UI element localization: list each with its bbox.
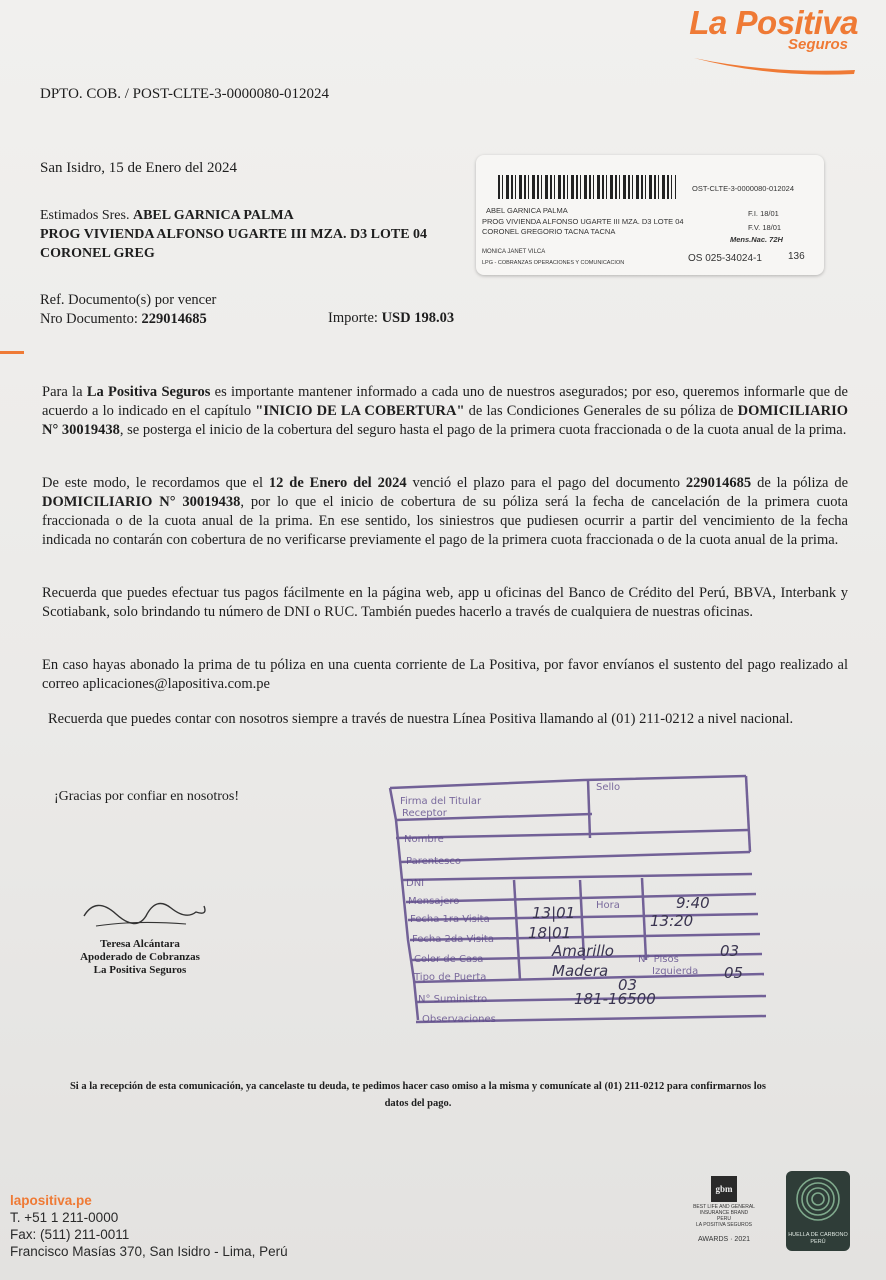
stamp-parentesco: Parentesco — [406, 856, 461, 867]
p2-text-g: , por lo que el inicio de cobertura de su póliza será la fecha de cancelación de la primera cuota fraccionada o de la cuota anual de la prima. En ese sentido, los siniestros que pudiesen ocurrir a partir del vencimiento de la fecha indicada no contarán con cobertura de no verificarse previamente el pago de la primera cuota fraccionada o de la cuota anual de la prima. — [42, 494, 848, 548]
carbon-tag: PERÚ — [810, 1239, 826, 1245]
label-name: ABEL GARNICA PALMA — [486, 206, 568, 215]
award-badge — [672, 1176, 776, 1260]
stamp-firma: Firma del Titular — [400, 796, 482, 807]
label-address1: PROG VIVIENDA ALFONSO UGARTE III MZA. D3 LOTE 04 — [482, 217, 684, 226]
paragraph-4: En caso hayas abonado la prima de tu póliza en una cuenta corriente de La Positiva, por favor envíanos el sustento del pago realizado al correo aplicaciones@lapositiva.com.pe — [42, 657, 848, 692]
footer — [10, 1192, 288, 1260]
thanks-text: ¡Gracias por confiar en nosotros! — [54, 789, 240, 804]
award-line1: BEST LIFE AND GENERAL — [693, 1204, 755, 1210]
carbon-label: HUELLA DE CARBONO — [788, 1232, 848, 1238]
stamp-izquierda: Izquierda — [652, 966, 699, 977]
recipient-name: ABEL GARNICA PALMA — [132, 208, 294, 223]
stamp-sello: Sello — [596, 782, 621, 793]
footer-address: Francisco Masías 370, San Isidro - Lima, Perú — [10, 1244, 288, 1259]
footer-website[interactable]: lapositiva.pe — [10, 1193, 92, 1208]
award-year: AWARDS · 2021 — [698, 1236, 750, 1243]
p2-text-a: De este modo, le recordamos que el — [42, 475, 269, 491]
stamp-puerta: Tipo de Puerta — [414, 972, 487, 983]
p1-text-g: , se posterga el inicio de la cobertura del seguro hasta el pago de la primera cuota fraccionada o de la cuota anual de la prima. — [119, 422, 847, 438]
stamp-observaciones: Observaciones — [422, 1014, 496, 1025]
signature-icon — [76, 886, 216, 942]
brand-logo: La Positiva — [689, 4, 858, 41]
brand-logo-sub: Seguros — [787, 36, 848, 53]
paragraph-2 — [42, 474, 848, 550]
stamp-dni: DNI — [406, 878, 425, 889]
logo-swoosh-icon — [690, 52, 860, 76]
p1-text-a: Para la — [42, 384, 87, 400]
stamp-receptor: Receptor — [402, 808, 447, 819]
importe-value: USD 198.03 — [381, 310, 455, 326]
hw-izq: 05 — [724, 964, 744, 982]
fold-mark — [0, 351, 24, 354]
reception-stamp — [384, 770, 774, 1060]
paragraph-5: Recuerda que puedes contar con nosotros siempre a través de nuestra Línea Positiva llamando al (01) 211-0212 a nivel nacional. — [48, 711, 794, 727]
hw-visita1: 13|01 — [532, 904, 576, 922]
stamp-visita2: Fecha 2da Visita — [412, 934, 494, 945]
fingerprint-icon — [786, 1171, 850, 1227]
signer-name: Teresa Alcántara — [100, 938, 180, 950]
gbm-logo-icon: gbm — [711, 1176, 737, 1202]
stamp-visita1: Fecha 1ra Visita — [410, 914, 490, 925]
signer-role: Apoderado de Cobranzas — [80, 951, 200, 963]
letter-date: San Isidro, 15 de Enero del 2024 — [40, 160, 238, 176]
label-mens: Mens.Nac. 72H — [730, 235, 783, 244]
label-num: 136 — [788, 251, 805, 262]
importe-label: Importe: — [328, 310, 378, 326]
hw-suministro: 181-16500 — [574, 990, 656, 1008]
ref-label: Ref. Documento(s) por vencer — [40, 292, 217, 308]
carbon-footprint-badge — [786, 1171, 850, 1251]
paragraph-3: Recuerda que puedes efectuar tus pagos fácilmente en la página web, app u oficinas del Banco de Crédito del Perú, BBVA, Interbank y Scotiabank, solo brindando tu número de DNI o RUC. También puedes hacerlo a través de cualquiera de nuestras oficinas. — [42, 585, 848, 620]
greeting: Estimados Sres. — [40, 208, 130, 223]
p1-policy: DOMICILIARIO N° 30019438 — [42, 403, 848, 438]
recipient-address-line2: CORONEL GREG — [40, 246, 155, 261]
hw-hora1: 9:40 — [676, 894, 710, 912]
label-fv: F.V. 18/01 — [748, 223, 782, 232]
courier-label — [476, 155, 824, 275]
importe — [328, 310, 454, 327]
footer-tel: T. +51 1 211-0000 — [10, 1210, 119, 1225]
paragraph-1 — [42, 383, 848, 440]
barcode-icon — [498, 175, 676, 199]
stamp-nombre: Nombre — [404, 834, 444, 845]
p2-text-c: venció el plazo para el pago del documento — [406, 475, 686, 491]
footnote: Si a la recepción de esta comunicación, ya cancelaste tu deuda, te pedimos hacer caso omiso a la misma y comunícate al (01) 211-0212 para confirmarnos los datos del pago. — [69, 1081, 767, 1109]
signer-company: La Positiva Seguros — [93, 964, 187, 976]
label-code: OST-CLTE-3-0000080-012024 — [692, 184, 795, 193]
nro-value: 229014685 — [141, 311, 207, 327]
p1-chapter: "INICIO DE LA COBERTURA" — [255, 403, 465, 419]
stamp-color: Color de Casa — [414, 954, 484, 965]
reference-code: DPTO. COB. / POST-CLTE-3-0000080-012024 — [40, 86, 330, 102]
label-sender: MONICA JANET VILCA — [482, 249, 546, 255]
p1-text-c: es importante mantener informado a cada uno de nuestros asegurados; por eso, queremos informarle que de acuerdo a lo indicado en el capítulo — [42, 384, 848, 419]
award-line2: INSURANCE BRAND — [699, 1210, 749, 1216]
stamp-pisos: N° Pisos — [638, 954, 679, 965]
hw-pisos: 03 — [720, 942, 740, 960]
stamp-mensajero: Mensajero — [408, 896, 460, 907]
stamp-suministro: N° Suministro — [418, 994, 488, 1005]
award-line3: PERU — [717, 1216, 731, 1222]
signer-block — [68, 938, 212, 977]
label-dept: LPG - COBRANZAS OPERACIONES Y COMUNICACION — [482, 260, 625, 266]
recipient-block — [40, 206, 427, 263]
label-address2: CORONEL GREGORIO TACNA TACNA — [482, 227, 616, 236]
hw-visita2: 18|01 — [528, 924, 572, 942]
hw-hora2: 13:20 — [650, 912, 694, 930]
label-os: OS 025-34024-1 — [688, 253, 762, 264]
hw-derecha: 03 — [618, 976, 638, 994]
document-reference — [40, 291, 216, 329]
recipient-address-line1: PROG VIVIENDA ALFONSO UGARTE III MZA. D3 LOTE 04 — [40, 227, 428, 242]
p2-document: 229014685 — [685, 475, 752, 491]
p1-company: La Positiva Seguros — [86, 384, 211, 400]
hw-puerta: Madera — [552, 962, 609, 980]
stamp-hora: Hora — [596, 900, 620, 911]
p2-due-date: 12 de Enero del 2024 — [268, 475, 407, 491]
p2-text-e: de la póliza de — [751, 475, 849, 491]
footer-fax: Fax: (511) 211-0011 — [10, 1227, 130, 1242]
hw-color: Amarillo — [552, 942, 614, 960]
p1-text-e: de las Condiciones Generales de su póliza de — [464, 403, 738, 419]
label-fi: F.I. 18/01 — [748, 209, 779, 218]
award-line4: LA POSITIVA SEGUROS — [695, 1222, 753, 1228]
p2-policy: DOMICILIARIO N° 30019438 — [42, 494, 241, 510]
nro-label: Nro Documento: — [40, 311, 138, 327]
